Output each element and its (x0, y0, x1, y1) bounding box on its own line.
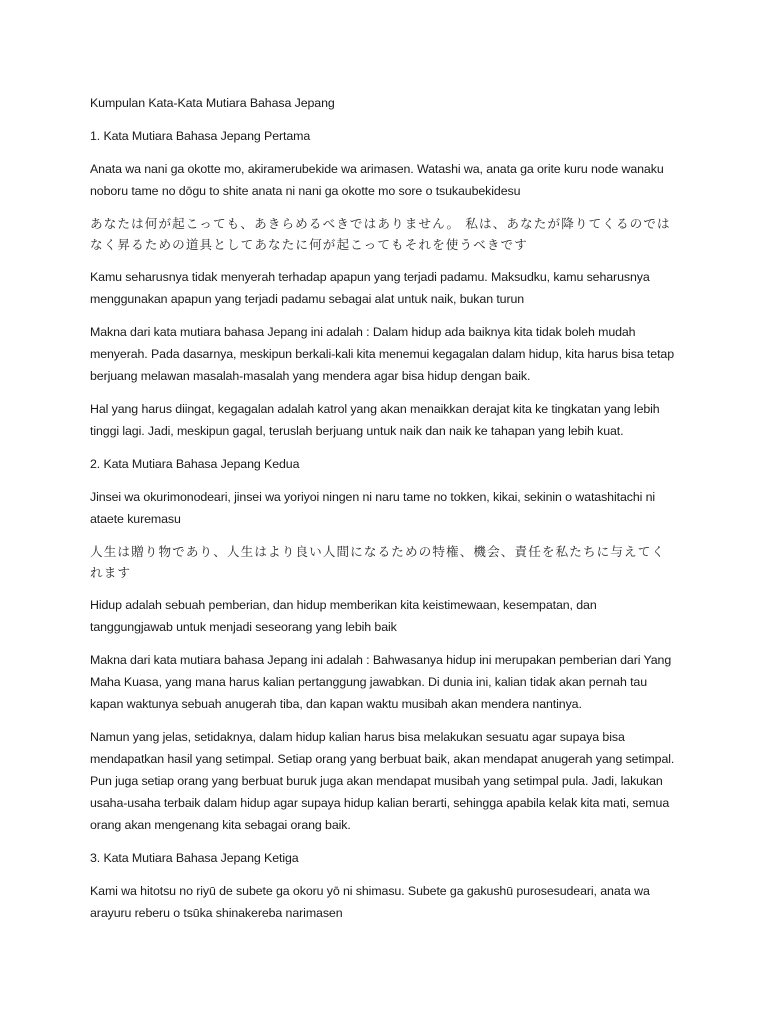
section-2-japanese: 人生は贈り物であり、人生はより良い人間になるための特権、機会、責任を私たちに与えてくれます (90, 544, 666, 580)
section-1-heading: 1. Kata Mutiara Bahasa Jepang Pertama (90, 129, 311, 143)
section-2-extra: Namun yang jelas, setidaknya, dalam hidup kalian harus bisa melakukan sesuatu agar supaya bisa mendapatkan hasil yang setimpal. Setiap orang yang berbuat baik, akan mendapat anugerah yang setimpal. Pun juga setiap orang yang berbuat buruk juga akan mendapat musibah yang setimpal pula. Jadi, lakukan usaha-usaha terbaik dalam hidup agar supaya hidup kalian berarti, sehingga apabila kelak kita mati, semua orang akan mengenang kita sebagai orang baik. (90, 730, 675, 832)
section-1-extra: Hal yang harus diingat, kegagalan adalah katrol yang akan menaikkan derajat kita ke tingkatan yang lebih tinggi lagi. Jadi, meskipun gagal, teruslah berjuang untuk naik dan naik ke tahapan yang lebih kuat. (90, 402, 660, 438)
section-2-heading: 2. Kata Mutiara Bahasa Jepang Kedua (90, 457, 300, 471)
section-3-heading: 3. Kata Mutiara Bahasa Jepang Ketiga (90, 851, 299, 865)
document-page (90, 92, 678, 935)
section-2-romaji: Jinsei wa okurimonodeari, jinsei wa yoriyoi ningen ni naru tame no tokken, kikai, sekinin o watashitachi ni ataete kuremasu (90, 490, 656, 526)
section-1-meaning: Makna dari kata mutiara bahasa Jepang ini adalah : Dalam hidup ada baiknya kita tidak boleh mudah menyerah. Pada dasarnya, meskipun berkali-kali kita menemui kegagalan dalam hidup, kita harus bisa tetap berjuang melawan masalah-masalah yang mendera agar bisa hidup dengan baik. (90, 325, 674, 383)
section-3-romaji: Kami wa hitotsu no riyū de subete ga okoru yō ni shimasu. Subete ga gakushū purosesudeari, anata wa arayuru reberu o tsūka shinakereba narimasen (90, 884, 650, 920)
section-2-meaning: Makna dari kata mutiara bahasa Jepang ini adalah : Bahwasanya hidup ini merupakan pemberian dari Yang Maha Kuasa, yang mana harus kalian pertanggung jawabkan. Di dunia ini, kalian tidak akan pernah tau kapan waktunya sebuah anugerah tiba, dan kapan waktu musibah akan mendera nantinya. (90, 653, 672, 711)
section-1-romaji: Anata wa nani ga okotte mo, akiramerubekide wa arimasen. Watashi wa, anata ga orite kuru node wanaku noboru tame no dōgu to shite anata ni nani ga okotte mo sore o tsukaubekidesu (90, 162, 664, 198)
document-title: Kumpulan Kata-Kata Mutiara Bahasa Jepang (90, 96, 335, 110)
section-1-translation: Kamu seharusnya tidak menyerah terhadap apapun yang terjadi padamu. Maksudku, kamu seharusnya menggunakan apapun yang terjadi padamu sebagai alat untuk naik, bukan turun (90, 270, 650, 306)
section-1-japanese: あなたは何が起こっても、あきらめるべきではありません。 私は、あなたが降りてくるのではなく昇るための道具としてあなたに何が起こってもそれを使うべきです (90, 216, 671, 252)
section-2-translation: Hidup adalah sebuah pemberian, dan hidup memberikan kita keistimewaan, kesempatan, dan tanggungjawab untuk menjadi seseorang yang lebih baik (90, 598, 597, 634)
